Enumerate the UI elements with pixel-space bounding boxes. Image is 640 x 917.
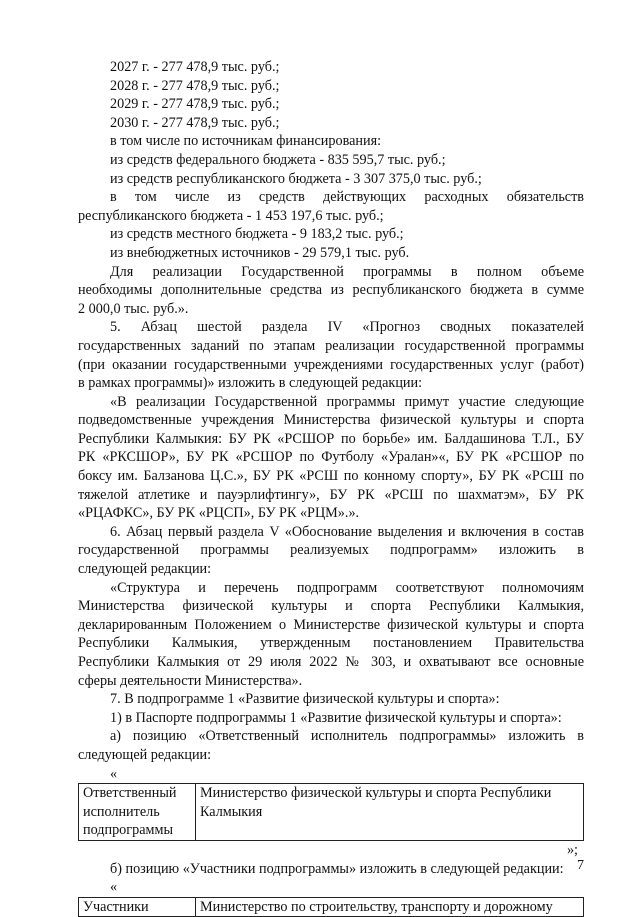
text-line: государственных заданий по этапам реализации государственной программы bbox=[78, 337, 584, 354]
table-row bbox=[79, 784, 584, 841]
text-line: Министерства физической культуры и спорта Республики Калмыкия, bbox=[78, 598, 584, 615]
quote-open: « bbox=[110, 765, 118, 782]
text-line: из средств федерального бюджета - 835 595,7 тыс. руб.; bbox=[110, 151, 446, 168]
text-line: Республики Калмыкия от 29 июля 2022 № 303, и охватывают все основные bbox=[78, 654, 584, 670]
text-line: декларированным Положением о Министерстве физической культуры и спорта bbox=[78, 616, 584, 633]
page-number: 7 bbox=[577, 858, 584, 873]
text-line: необходимы дополнительные средства из республиканского бюджета в сумме bbox=[78, 282, 584, 299]
text-line: подведомственные учреждения Министерства физической культуры и спорта bbox=[78, 412, 584, 429]
text-line: 2027 г. - 277 478,9 тыс. руб.; bbox=[110, 59, 280, 75]
table-cell-value: Министерство физической культуры и спорта Республики Калмыкия bbox=[196, 784, 584, 841]
text-line: 5. Абзац шестой раздела IV «Прогноз сводных показателей bbox=[110, 319, 584, 336]
text-line: в рамках программы)» изложить в следующей редакции: bbox=[78, 375, 423, 392]
text-line: (при оказании государственными учреждениями государственных услуг (работ) bbox=[78, 356, 584, 373]
quote-close: »; bbox=[566, 841, 578, 858]
text-line: 6. Абзац первый раздела V «Обоснование выделения и включения в состав bbox=[110, 523, 584, 540]
text-line: 2029 г. - 277 478,9 тыс. руб.; bbox=[110, 96, 280, 113]
text-line: тяжелой атлетике и пауэрлифтингу», БУ РК «РСШ по шахматэм», БУ РК bbox=[78, 486, 584, 503]
text-line: боксу им. Балзанова Ц.С.», БУ РК «РСШ по конному спорту», БУ РК «РСШ по bbox=[78, 468, 584, 485]
table-cell-value: Министерство по строительству, транспорту и дорожному bbox=[196, 897, 584, 917]
text-line: из внебюджетных источников - 29 579,1 тыс. руб. bbox=[110, 244, 410, 261]
table-cell-label: Участники bbox=[79, 897, 196, 917]
quote-open: « bbox=[110, 879, 118, 896]
text-line: «В реализации Государственной программы примут участие следующие bbox=[110, 393, 584, 410]
text-line: б) позицию «Участники подпрограммы» изложить в следующей редакции: bbox=[110, 860, 564, 877]
text-line: «РЦАФКС», БУ РК «РЦСП», БУ РК «РЦМ».». bbox=[78, 505, 360, 522]
passport-table-participants bbox=[78, 897, 584, 917]
text-line: 1) в Паспорте подпрограммы 1 «Развитие физической культуры и спорта»: bbox=[110, 709, 562, 726]
text-line: из средств местного бюджета - 9 183,2 тыс. руб.; bbox=[110, 226, 404, 243]
text-line: Для реализации Государственной программы в полном объеме bbox=[110, 263, 584, 280]
text-line: 2030 г. - 277 478,9 тыс. руб.; bbox=[110, 114, 280, 131]
text-line: следующей редакции: bbox=[78, 746, 212, 763]
text-line: 2028 г. - 277 478,9 тыс. руб.; bbox=[110, 77, 280, 94]
table-row bbox=[79, 897, 584, 917]
body-text bbox=[78, 58, 584, 917]
text-line: республиканского бюджета - 1 453 197,6 тыс. руб.; bbox=[78, 207, 384, 224]
text-line: Республики Калмыкия: БУ РК «РСШОР по борьбе» им. Балдашинова Т.Л., БУ bbox=[78, 430, 584, 447]
text-line: в том числе из средств действующих расходных обязательств bbox=[110, 189, 584, 206]
table-cell-label: Ответственный исполнитель подпрограммы bbox=[79, 784, 196, 841]
text-line: 7. В подпрограмме 1 «Развитие физической культуры и спорта»: bbox=[110, 691, 500, 708]
text-line: РК «РКСШОР», БУ РК «РСШОР по Футболу «Уралан»«, БУ РК «РСШОР по bbox=[78, 449, 584, 466]
text-line: следующей редакции: bbox=[78, 561, 212, 578]
passport-table-responsible bbox=[78, 783, 584, 841]
text-line: в том числе по источникам финансирования: bbox=[110, 133, 382, 150]
text-line: 2 000,0 тыс. руб.». bbox=[78, 300, 189, 317]
text-line: сферы деятельности Министерства». bbox=[78, 672, 303, 689]
text-line: государственной программы реализуемых подпрограмм» изложить в bbox=[78, 542, 584, 559]
text-line: а) позицию «Ответственный исполнитель подпрограммы» изложить в bbox=[110, 728, 584, 745]
text-line: «Структура и перечень подпрограмм соответствуют полномочиям bbox=[110, 579, 584, 596]
text-line: из средств республиканского бюджета - 3 307 375,0 тыс. руб.; bbox=[110, 170, 482, 187]
text-line: Республики Калмыкия, утвержденным постановлением Правительства bbox=[78, 635, 584, 652]
